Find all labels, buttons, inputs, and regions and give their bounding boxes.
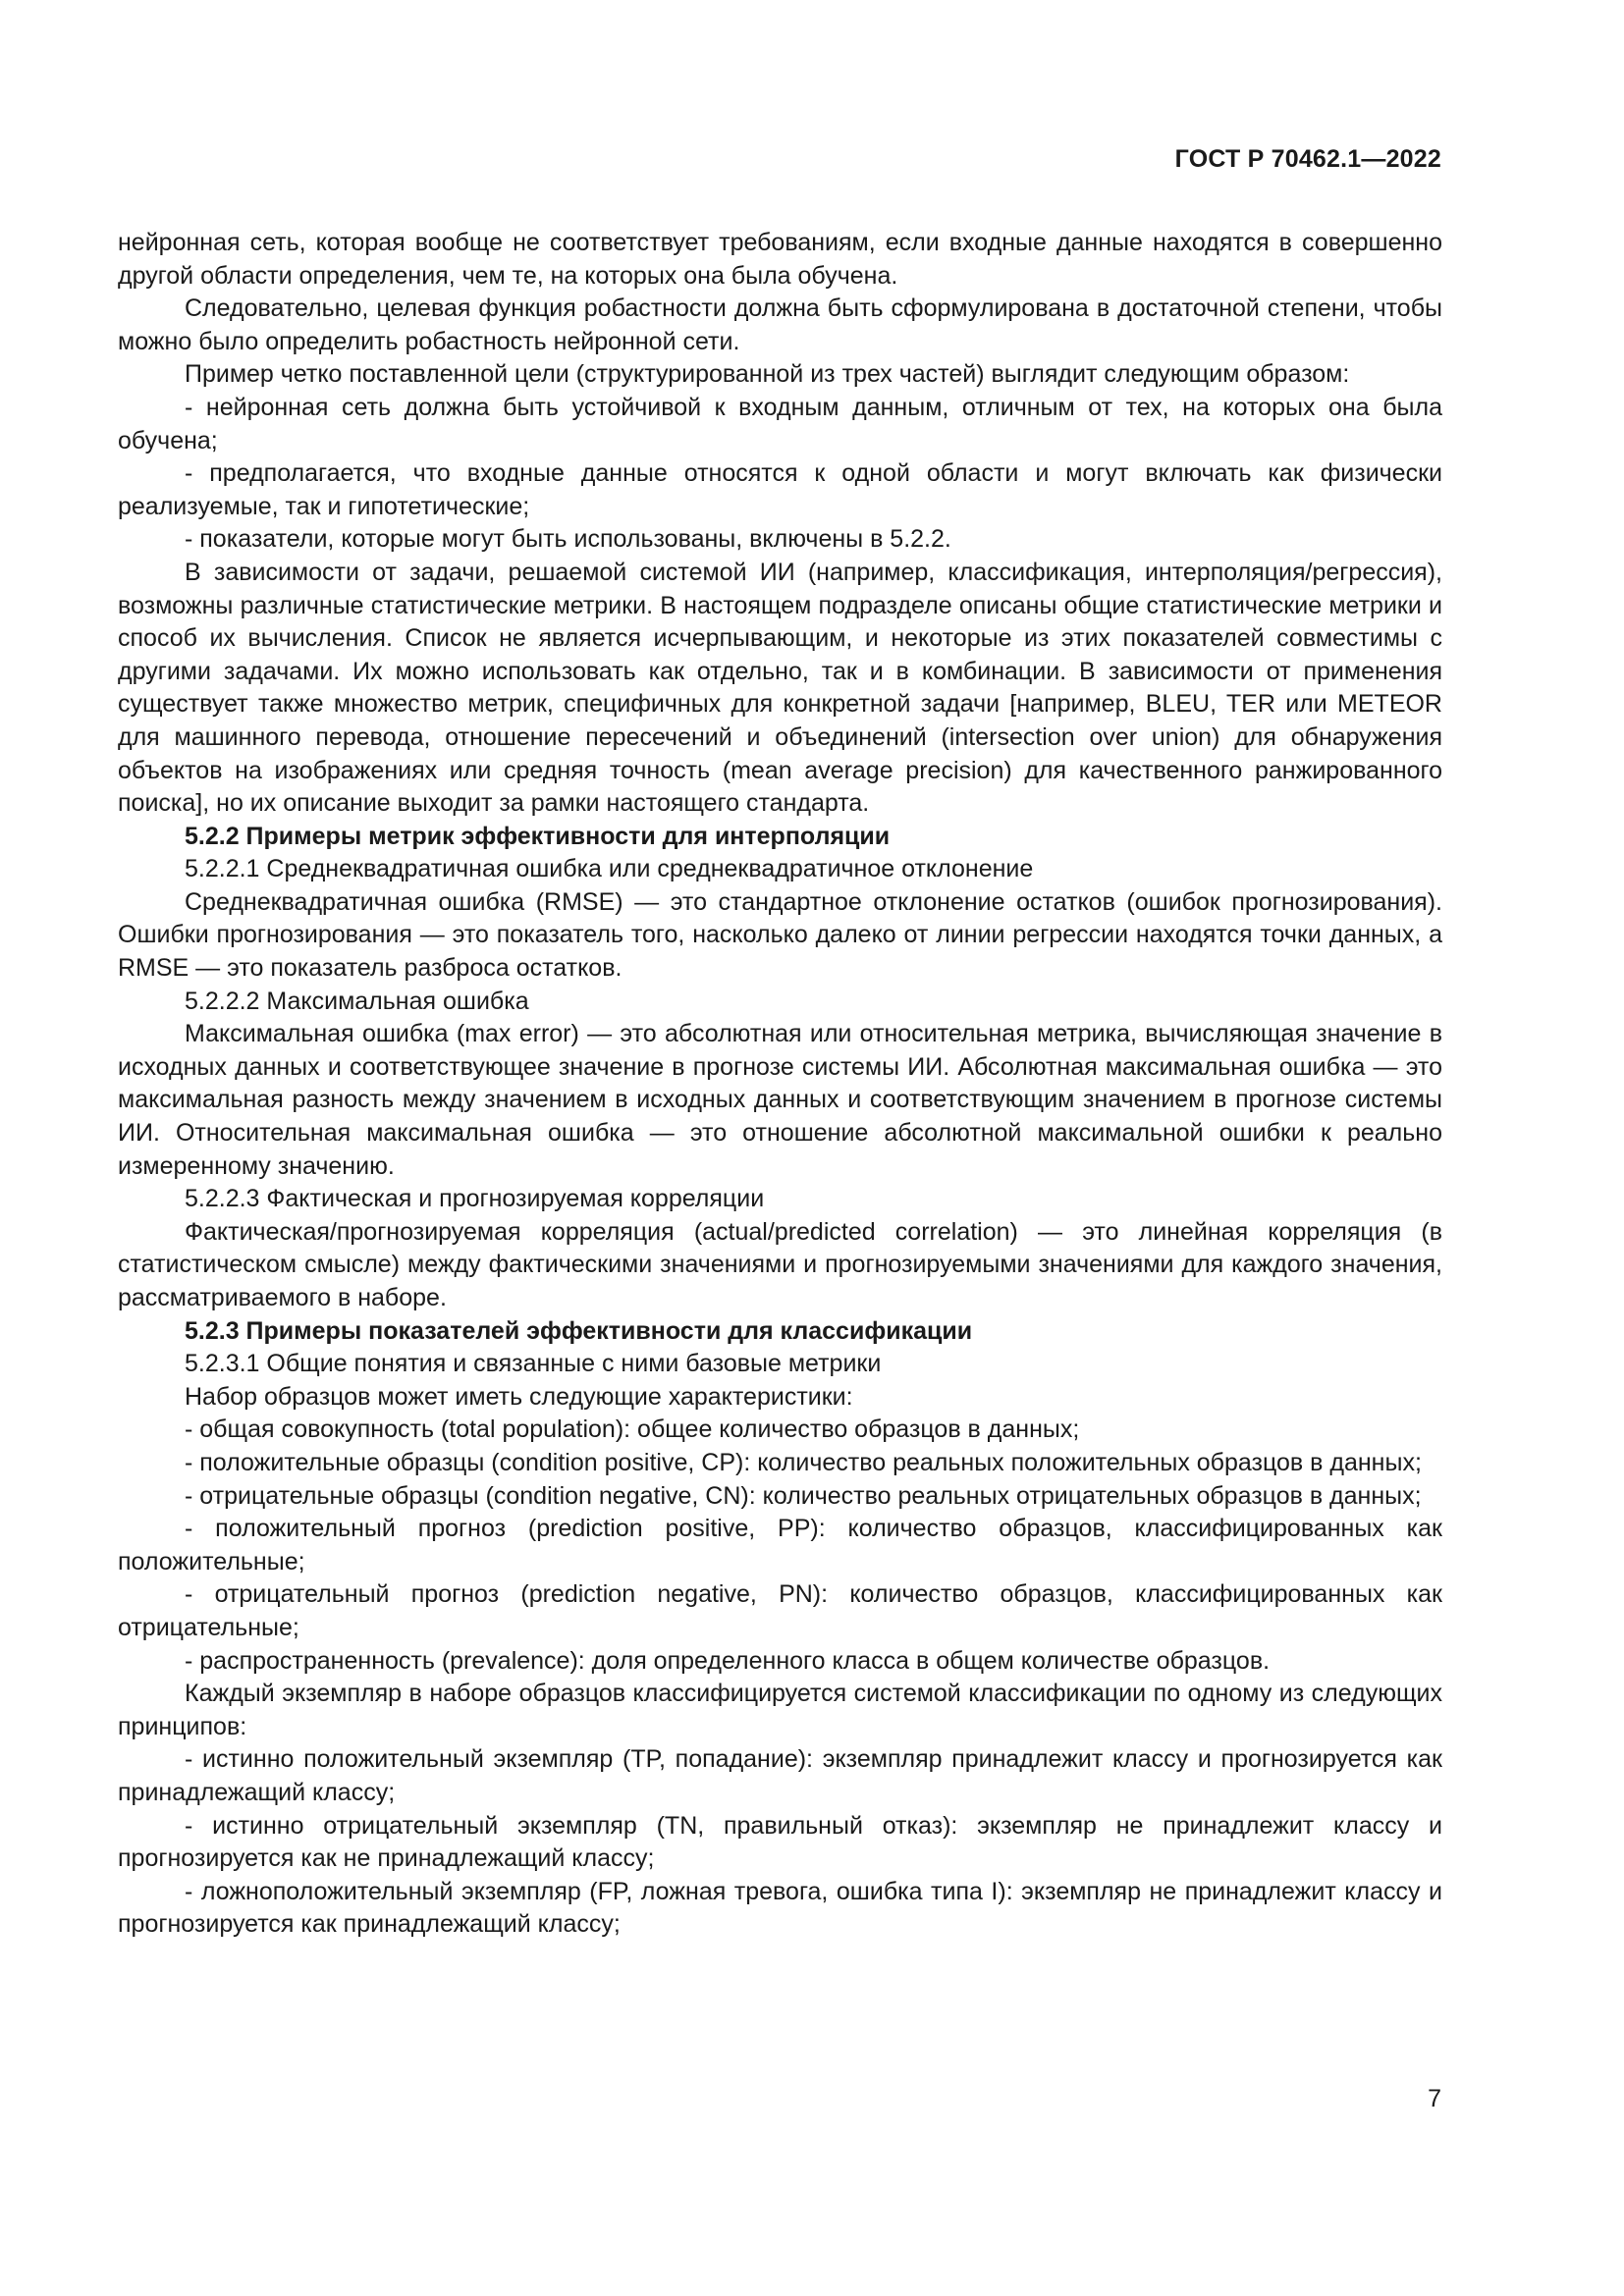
paragraph: 5.2.2.1 Среднеквадратичная ошибка или среднеквадратичное отклонение [185, 855, 1034, 883]
paragraph: 5.2.2.3 Фактическая и прогнозируемая корреляции [185, 1185, 765, 1213]
paragraph: - отрицательный прогноз (prediction negative, PN): количество образцов, классифицированных как отрицательные; [118, 1580, 1442, 1641]
paragraph: В зависимости от задачи, решаемой системой ИИ (например, классификация, интерполяция/регрессия), возможны различные статистические метрики. В настоящем подразделе описаны общие статистические метрики и способ их вычисления. Список не является исчерпывающим, и некоторые из этих показателей совместимы с другими задачами. Их можно использовать как отдельно, так и в комбинации. В зависимости от применения существует также множество метрик, специфичных для конкретной задачи [например, BLEU, TER или METEOR для машинного перевода, отношение пересечений и объединений (intersection over union) для обнаружения объектов на изображениях или средняя точность (mean average precision) для качественного ранжированного поиска], но их описание выходит за рамки настоящего стандарта. [118, 558, 1442, 818]
paragraph: Фактическая/прогнозируемая корреляция (actual/predicted correlation) — это линейная корреляция (в статистическом смысле) между фактическими значениями и прогнозируемыми значениями для каждого значения, рассматриваемого в наборе. [118, 1217, 1442, 1311]
document-header: ГОСТ Р 70462.1—2022 [1174, 145, 1441, 173]
paragraph: - нейронная сеть должна быть устойчивой к входным данным, отличным от тех, на которых она была обучена; [118, 393, 1442, 454]
paragraph: - положительные образцы (condition positive, CP): количество реальных положительных образцов в данных; [185, 1448, 1422, 1476]
paragraph: - истинно положительный экземпляр (TP, попадание): экземпляр принадлежит классу и прогнозируется как принадлежащий классу; [118, 1745, 1442, 1806]
paragraph: - показатели, которые могут быть использованы, включены в 5.2.2. [185, 525, 951, 554]
section-heading: 5.2.2 Примеры метрик эффективности для интерполяции [185, 822, 891, 850]
paragraph: - распространенность (prevalence): доля определенного класса в общем количестве образцов. [185, 1646, 1271, 1675]
paragraph: - истинно отрицательный экземпляр (TN, правильный отказ): экземпляр не принадлежит классу и прогнозируется как не принадлежащий классу; [118, 1811, 1442, 1873]
paragraph: Каждый экземпляр в наборе образцов классифицируется системой классификации по одному из следующих принципов: [118, 1680, 1442, 1740]
paragraph: 5.2.2.2 Максимальная ошибка [185, 987, 529, 1015]
page-number: 7 [1428, 2085, 1441, 2112]
paragraph: Набор образцов может иметь следующие характеристики: [185, 1382, 853, 1411]
paragraph: - общая совокупность (total population): общее количество образцов в данных; [185, 1415, 1080, 1444]
paragraph: - положительный прогноз (prediction positive, PP): количество образцов, классифицированных как положительные; [118, 1515, 1442, 1575]
paragraph: 5.2.3.1 Общие понятия и связанные с ними базовые метрики [185, 1350, 882, 1378]
section-heading: 5.2.3 Примеры показателей эффективности для классификации [185, 1316, 973, 1345]
paragraph: Максимальная ошибка (max error) — это абсолютная или относительная метрика, вычисляющая значение в исходных данных и соответствующее значение в прогнозе системы ИИ. Абсолютная максимальная ошибка — это максимальная разность между значением в исходных данных и соответствующим значением в прогнозе системы ИИ. Относительная максимальная ошибка — это отношение абсолютной максимальной ошибки к реально измеренному значению. [118, 1020, 1442, 1180]
paragraph: Среднеквадратичная ошибка (RMSE) — это стандартное отклонение остатков (ошибок прогнозирования). Ошибки прогнозирования — это показатель того, насколько далеко от линии регрессии находятся точки данных, а RMSE — это показатель разброса остатков. [118, 887, 1442, 983]
paragraph: Следовательно, целевая функция робастности должна быть сформулирована в достаточной степени, чтобы можно было определить робастность нейронной сети. [118, 294, 1442, 355]
paragraph: нейронная сеть, которая вообще не соответствует требованиям, если входные данные находятся в совершенно другой области определения, чем те, на которых она была обучена. [118, 229, 1442, 290]
paragraph: - предполагается, что входные данные относятся к одной области и могут включать как физически реализуемые, так и гипотетические; [118, 459, 1442, 520]
paragraph: - отрицательные образцы (condition negative, CN): количество реальных отрицательных образцов в данных; [185, 1481, 1422, 1510]
paragraph: - ложноположительный экземпляр (FP, ложная тревога, ошибка типа I): экземпляр не принадлежит классу и прогнозируется как принадлежащий классу; [118, 1877, 1442, 1939]
document-body [118, 227, 1442, 1942]
paragraph: Пример четко поставленной цели (структурированной из трех частей) выглядит следующим образом: [185, 360, 1350, 389]
